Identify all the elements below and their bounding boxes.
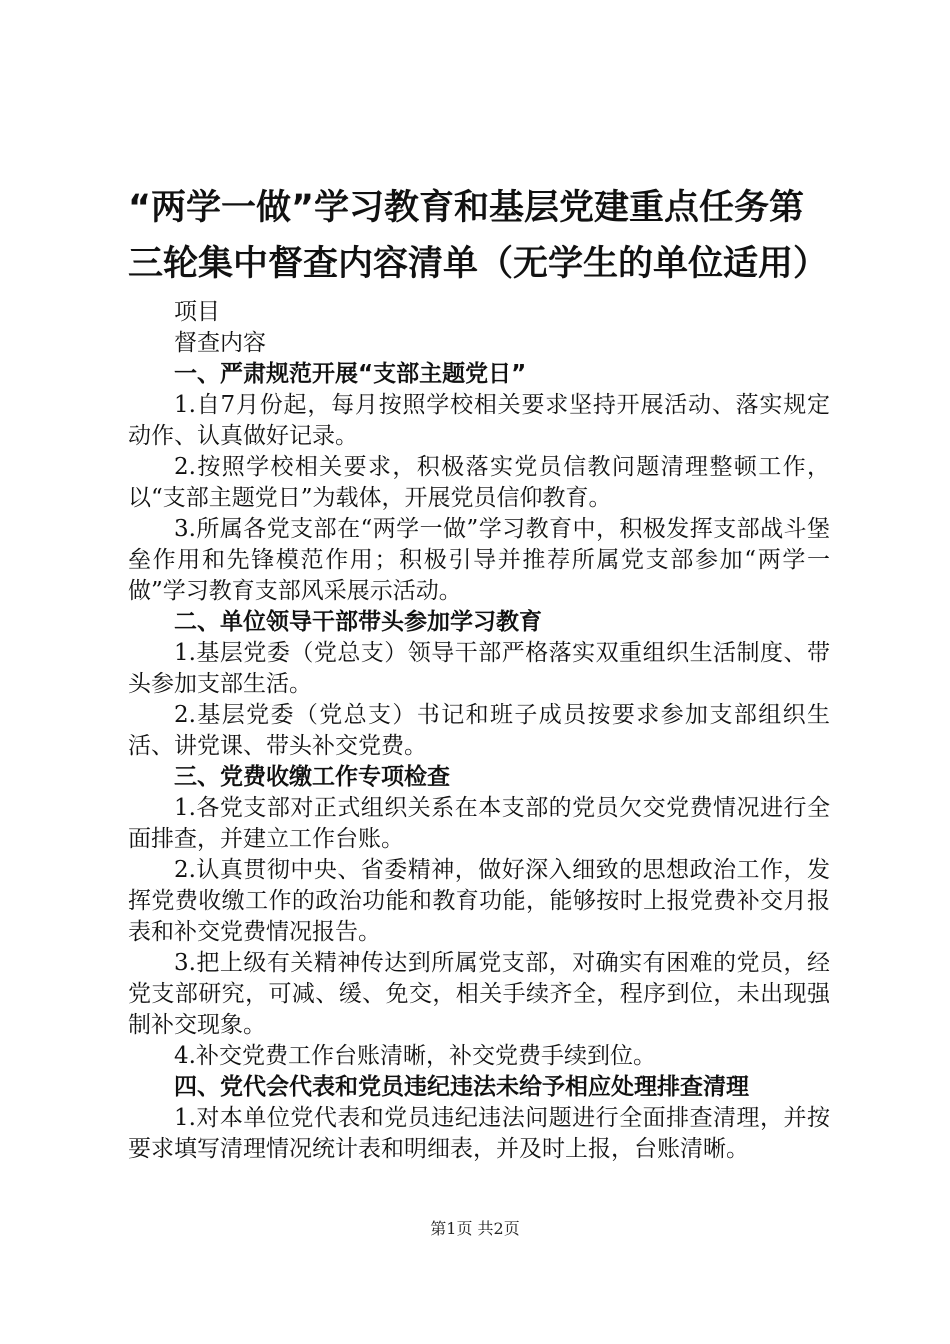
body-paragraph: 项目: [174, 299, 220, 325]
section-heading: 三、党费收缴工作专项检查: [174, 764, 450, 790]
body-paragraph: 2.认真贯彻中央、省委精神，做好深入细致的思想政治工作，发挥党费收缴工作的政治功能和教育功能，能够按时上报党费补交月报表和补交党费情况报告。: [128, 857, 830, 945]
body-paragraph: 1.各党支部对正式组织关系在本支部的党员欠交党费情况进行全面排查，并建立工作台账。: [128, 795, 830, 852]
document-body: [128, 297, 830, 1165]
body-paragraph: 2.基层党委（党总支）书记和班子成员按要求参加支部组织生活、讲党课、带头补交党费。: [128, 702, 830, 759]
body-paragraph: 2.按照学校相关要求，积极落实党员信教问题清理整顿工作，以“支部主题党日”为载体，开展党员信仰教育。: [128, 454, 830, 511]
section-heading: 二、单位领导干部带头参加学习教育: [174, 609, 542, 635]
body-paragraph: 1.自7月份起，每月按照学校相关要求坚持开展活动、落实规定动作、认真做好记录。: [128, 392, 830, 449]
body-paragraph: 1.对本单位党代表和党员违纪违法问题进行全面排查清理，并按要求填写清理情况统计表和明细表，并及时上报，台账清晰。: [128, 1105, 830, 1162]
body-paragraph: 督查内容: [174, 330, 266, 356]
body-paragraph: 4.补交党费工作台账清晰，补交党费手续到位。: [174, 1043, 656, 1069]
section-heading: 四、党代会代表和党员违纪违法未给予相应处理排查清理: [174, 1074, 749, 1100]
document-title: “两学一做”学习教育和基层党建重点任务第三轮集中督查内容清单（无学生的单位适用）: [128, 188, 829, 284]
body-paragraph: 3.所属各党支部在“两学一做”学习教育中，积极发挥支部战斗堡垒作用和先锋模范作用；积极引导并推荐所属党支部参加“两学一做”学习教育支部风采展示活动。: [128, 516, 830, 604]
section-heading: 一、严肃规范开展“支部主题党日”: [174, 361, 527, 387]
body-paragraph: 1.基层党委（党总支）领导干部严格落实双重组织生活制度、带头参加支部生活。: [128, 640, 830, 697]
page-footer: 第1页 共2页: [430, 1219, 520, 1238]
body-paragraph: 3.把上级有关精神传达到所属党支部，对确实有困难的党员，经党支部研究，可减、缓、免交，相关手续齐全，程序到位，未出现强制补交现象。: [128, 950, 830, 1038]
